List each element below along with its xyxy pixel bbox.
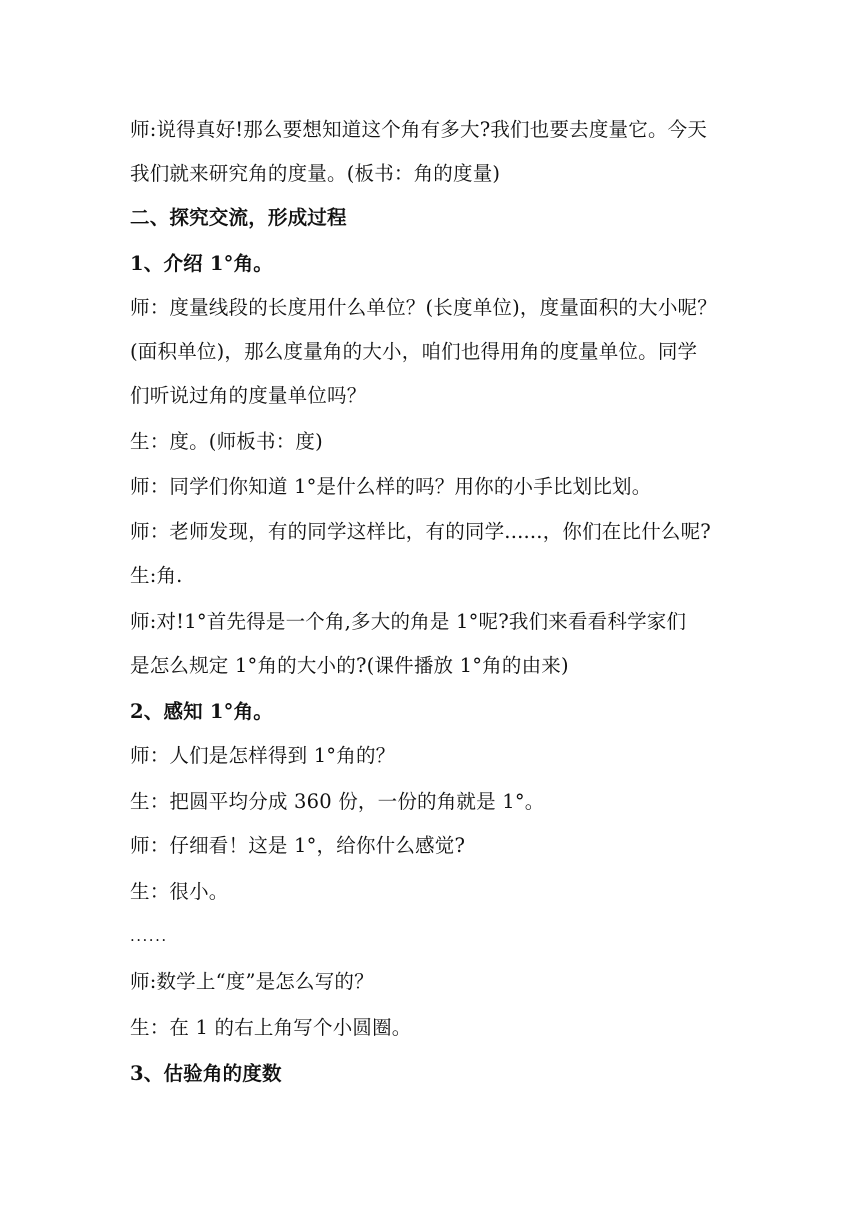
section-heading: 二、探究交流，形成过程 xyxy=(130,206,347,229)
paragraph-line: 师：人们是怎样得到 1°角的？ xyxy=(130,744,396,767)
paragraph-line: 生:角. xyxy=(130,564,183,587)
paragraph-line: 生：把圆平均分成 360 份，一份的角就是 1°。 xyxy=(130,790,545,813)
subsection-heading: 2、感知 1°角。 xyxy=(130,700,273,723)
paragraph-line: 生：度。(师板书：度) xyxy=(130,430,323,453)
paragraph-line: 师：仔细看！这是 1°，给你什么感觉? xyxy=(130,834,466,857)
paragraph-line: 师：老师发现，有的同学这样比，有的同学......，你们在比什么呢? xyxy=(130,520,711,543)
paragraph-line: 我们就来研究角的度量。(板书：角的度量) xyxy=(130,162,501,185)
paragraph-line: (面积单位)，那么度量角的大小，咱们也得用角的度量单位。同学 xyxy=(130,340,698,363)
paragraph-line: 生：在 1 的右上角写个小圆圈。 xyxy=(130,1016,412,1039)
paragraph-line: 生：很小。 xyxy=(130,880,229,903)
subsection-heading: 1、介绍 1°角。 xyxy=(130,252,273,275)
paragraph-line: 师：同学们你知道 1°是什么样的吗？用你的小手比划比划。 xyxy=(130,475,652,498)
ellipsis-line: ...... xyxy=(130,927,168,945)
subsection-heading: 3、估验角的度数 xyxy=(130,1062,282,1085)
paragraph-line: 师:数学上“度”是怎么写的？ xyxy=(130,970,374,993)
paragraph-line: 师：度量线段的长度用什么单位？(长度单位)，度量面积的大小呢？ xyxy=(130,296,717,319)
paragraph-line: 们听说过角的度量单位吗？ xyxy=(130,384,367,407)
paragraph-line: 师:对!1°首先得是一个角,多大的角是 1°呢?我们来看看科学家们 xyxy=(130,610,687,633)
paragraph-line: 是怎么规定 1°角的大小的?(课件播放 1°角的由来) xyxy=(130,654,569,677)
paragraph-line: 师:说得真好!那么要想知道这个角有多大?我们也要去度量它。今天 xyxy=(130,118,708,141)
